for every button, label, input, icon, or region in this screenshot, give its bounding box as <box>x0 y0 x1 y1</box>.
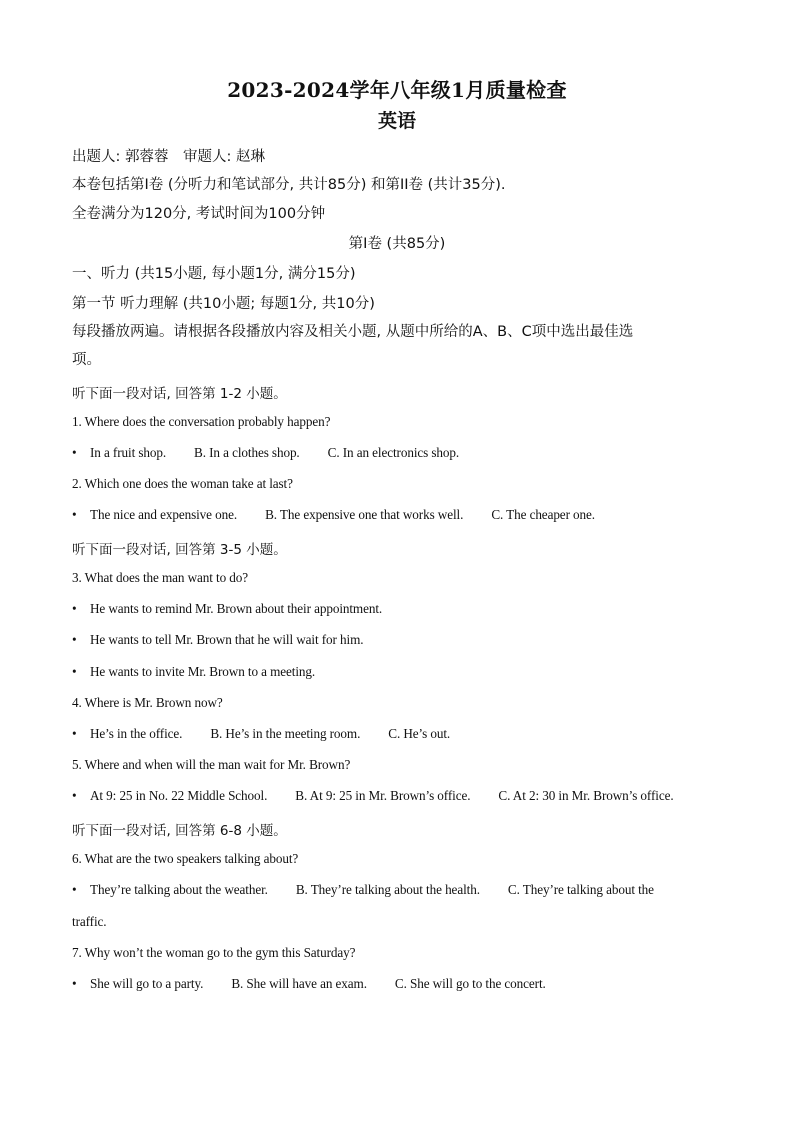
option-b: B. The expensive one that works well. <box>265 507 464 522</box>
question-option <box>72 632 363 648</box>
option-c: C. He’s out. <box>388 726 451 741</box>
bullet-icon: • <box>72 664 77 679</box>
option-a: At 9: 25 in No. 22 Middle School. <box>90 788 268 803</box>
bullet-icon: • <box>72 976 77 991</box>
option-a: The nice and expensive one. <box>90 507 238 522</box>
option-wrap-text: traffic. <box>72 914 107 929</box>
option-a: He wants to remind Mr. Brown about their appointment. <box>90 601 383 616</box>
question-stem: 1. Where does the conversation probably happen? <box>72 414 331 429</box>
question-options <box>72 445 459 461</box>
bullet-icon: • <box>72 788 77 803</box>
option-a: They’re talking about the weather. <box>90 882 268 897</box>
question-stem: 2. Which one does the woman take at last? <box>72 476 293 491</box>
option-c: C. At 2: 30 in Mr. Brown’s office. <box>498 788 674 803</box>
question-stem: 7. Why won’t the woman go to the gym this Saturday? <box>72 945 356 960</box>
question-stem: 6. What are the two speakers talking about? <box>72 851 299 866</box>
option-b: He wants to tell Mr. Brown that he will wait for him. <box>90 632 364 647</box>
question-option <box>72 664 315 680</box>
bullet-icon: • <box>72 632 77 647</box>
option-b: B. At 9: 25 in Mr. Brown’s office. <box>295 788 471 803</box>
subject-title: 英语 <box>377 110 416 132</box>
option-b: B. In a clothes shop. <box>194 445 300 460</box>
bullet-icon: • <box>72 445 77 460</box>
question-options <box>72 726 450 742</box>
option-b: B. They’re talking about the health. <box>295 882 480 897</box>
bullet-icon: • <box>72 726 77 741</box>
group-heading: 听下面一段对话, 回答第 1-2 小题。 <box>72 386 287 402</box>
composition-line: 本卷包括第I卷 (分听力和笔试部分, 共计85分) 和第II卷 (共计35分). <box>72 177 506 193</box>
instruction-line-1: 每段播放两遍。请根据各段播放内容及相关小题, 从题中所给的A、B、C项中选出最佳选 <box>72 324 634 340</box>
option-c: C. They’re talking about the <box>507 882 654 897</box>
authors-line: 出题人: 郭蓉蓉 审题人: 赵琳 <box>72 149 265 165</box>
question-stem: 4. Where is Mr. Brown now? <box>72 695 223 710</box>
question-stem: 3. What does the man want to do? <box>72 570 249 585</box>
option-b: B. She will have an exam. <box>231 976 367 991</box>
group-heading: 听下面一段对话, 回答第 6-8 小题。 <box>72 823 287 839</box>
volume-title: 第I卷 (共85分) <box>348 236 446 252</box>
option-c: C. The cheaper one. <box>491 507 595 522</box>
exam-title: 2023-2024学年八年级1月质量检查 <box>227 78 567 102</box>
option-a: She will go to a party. <box>90 976 204 991</box>
question-options <box>72 507 595 523</box>
bullet-icon: • <box>72 507 77 522</box>
question-option <box>72 601 382 617</box>
option-c: C. In an electronics shop. <box>327 445 460 460</box>
option-a: He’s in the office. <box>90 726 183 741</box>
bullet-icon: • <box>72 601 77 616</box>
option-b: B. He’s in the meeting room. <box>210 726 361 741</box>
group-heading: 听下面一段对话, 回答第 3-5 小题。 <box>72 542 287 558</box>
score-time-line: 全卷满分为120分, 考试时间为100分钟 <box>72 206 326 222</box>
question-options <box>72 788 674 804</box>
question-options <box>72 976 546 992</box>
section-title: 一、听力 (共15小题, 每小题1分, 满分15分) <box>72 266 356 282</box>
bullet-icon: • <box>72 882 77 897</box>
question-stem: 5. Where and when will the man wait for Mr. Brown? <box>72 757 351 772</box>
question-options <box>72 882 654 898</box>
option-c: He wants to invite Mr. Brown to a meeting. <box>90 664 316 679</box>
part-title: 第一节 听力理解 (共10小题; 每题1分, 共10分) <box>72 296 375 312</box>
option-c: C. She will go to the concert. <box>394 976 546 991</box>
option-a: In a fruit shop. <box>90 445 167 460</box>
instruction-line-2: 项。 <box>72 352 101 368</box>
